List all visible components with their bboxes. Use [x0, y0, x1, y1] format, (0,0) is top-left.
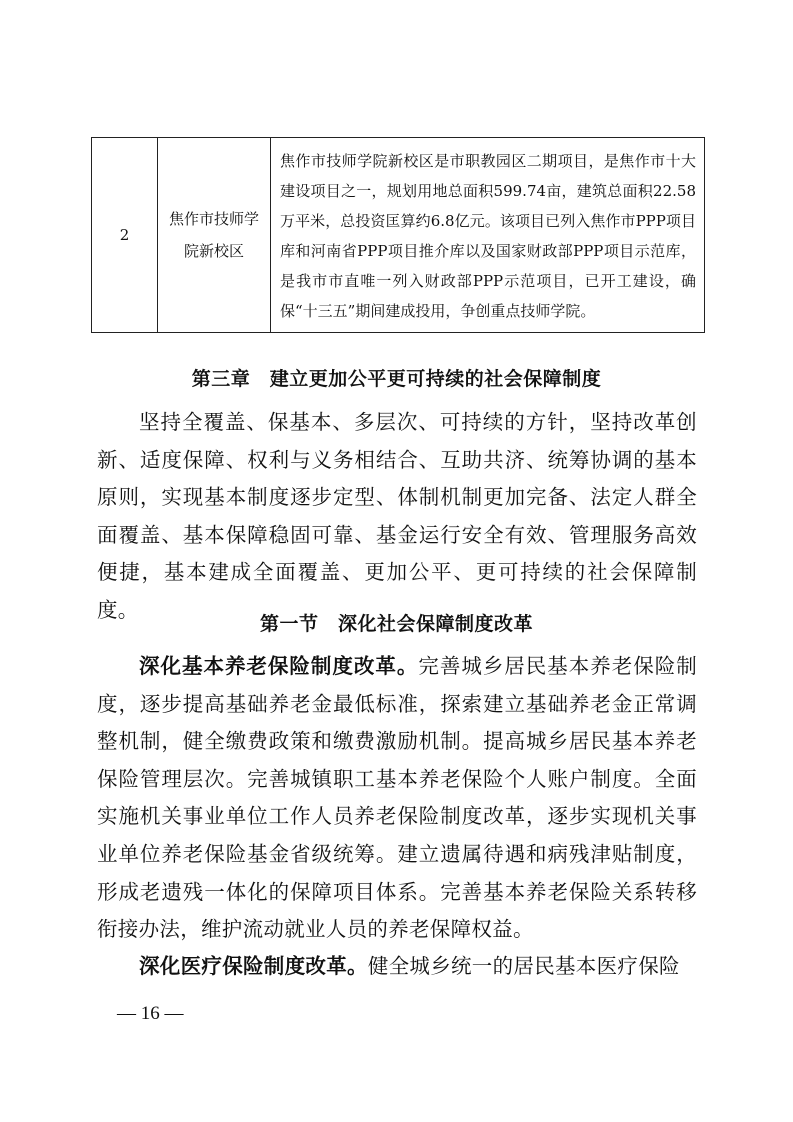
pension-paragraph [97, 648, 697, 949]
table-row [92, 138, 705, 333]
chapter-intro-paragraph: 坚持全覆盖、保基本、多层次、可持续的方针，坚持改革创新、适度保障、权利与义务相结合、互助共济、统筹协调的基本原则，实现基本制度逐步定型、体制机制更加完备、法定人群全面覆盖、基本保障稳固可靠、基金运行安全有效、管理服务高效便捷，基本建成全面覆盖、更加公平、更可持续的社会保障制度。 [97, 410, 697, 622]
medical-body: 健全城乡统一的居民基本医疗保险 [367, 954, 680, 978]
pension-lead: 深化基本养老保险制度改革。 [139, 654, 419, 678]
medical-lead: 深化医疗保险制度改革。 [139, 954, 368, 978]
page-number: — 16 — [117, 1003, 184, 1024]
medical-paragraph [97, 948, 697, 986]
chapter-title: 第三章 建立更加公平更可持续的社会保障制度 [191, 368, 602, 390]
project-description-cell: 焦作市技师学院新校区是市职教园区二期项目，是焦作市十大建设项目之一，规划用地总面积599.74亩，建筑总面积22.58万平米，总投资匡算约6.8亿元。该项目已列入焦作市PPP项目库和河南省PPP项目推介库以及国家财政部PPP项目示范库，是我市市直唯一列入财政部PPP示范项目，已开工建设，确保“十三五”期间建成投用，争创重点技师学院。 [271, 138, 705, 333]
project-table [91, 137, 705, 333]
project-name-cell: 焦作市技师学院新校区 [158, 138, 271, 333]
section-title: 第一节 深化社会保障制度改革 [259, 613, 533, 635]
pension-body: 完善城乡居民基本养老保险制度，逐步提高基础养老金最低标准，探索建立基础养老金正常调整机制，健全缴费政策和缴费激励机制。提高城乡居民基本养老保险管理层次。完善城镇职工基本养老保险个人账户制度。全面实施机关事业单位工作人员养老保险制度改革，逐步实现机关事业单位养老保险基金省级统筹。建立遗属待遇和病残津贴制度，形成老遗残一体化的保障项目体系。完善基本养老保险关系转移衔接办法，维护流动就业人员的养老保障权益。 [97, 654, 697, 942]
row-number-cell: 2 [92, 138, 158, 333]
